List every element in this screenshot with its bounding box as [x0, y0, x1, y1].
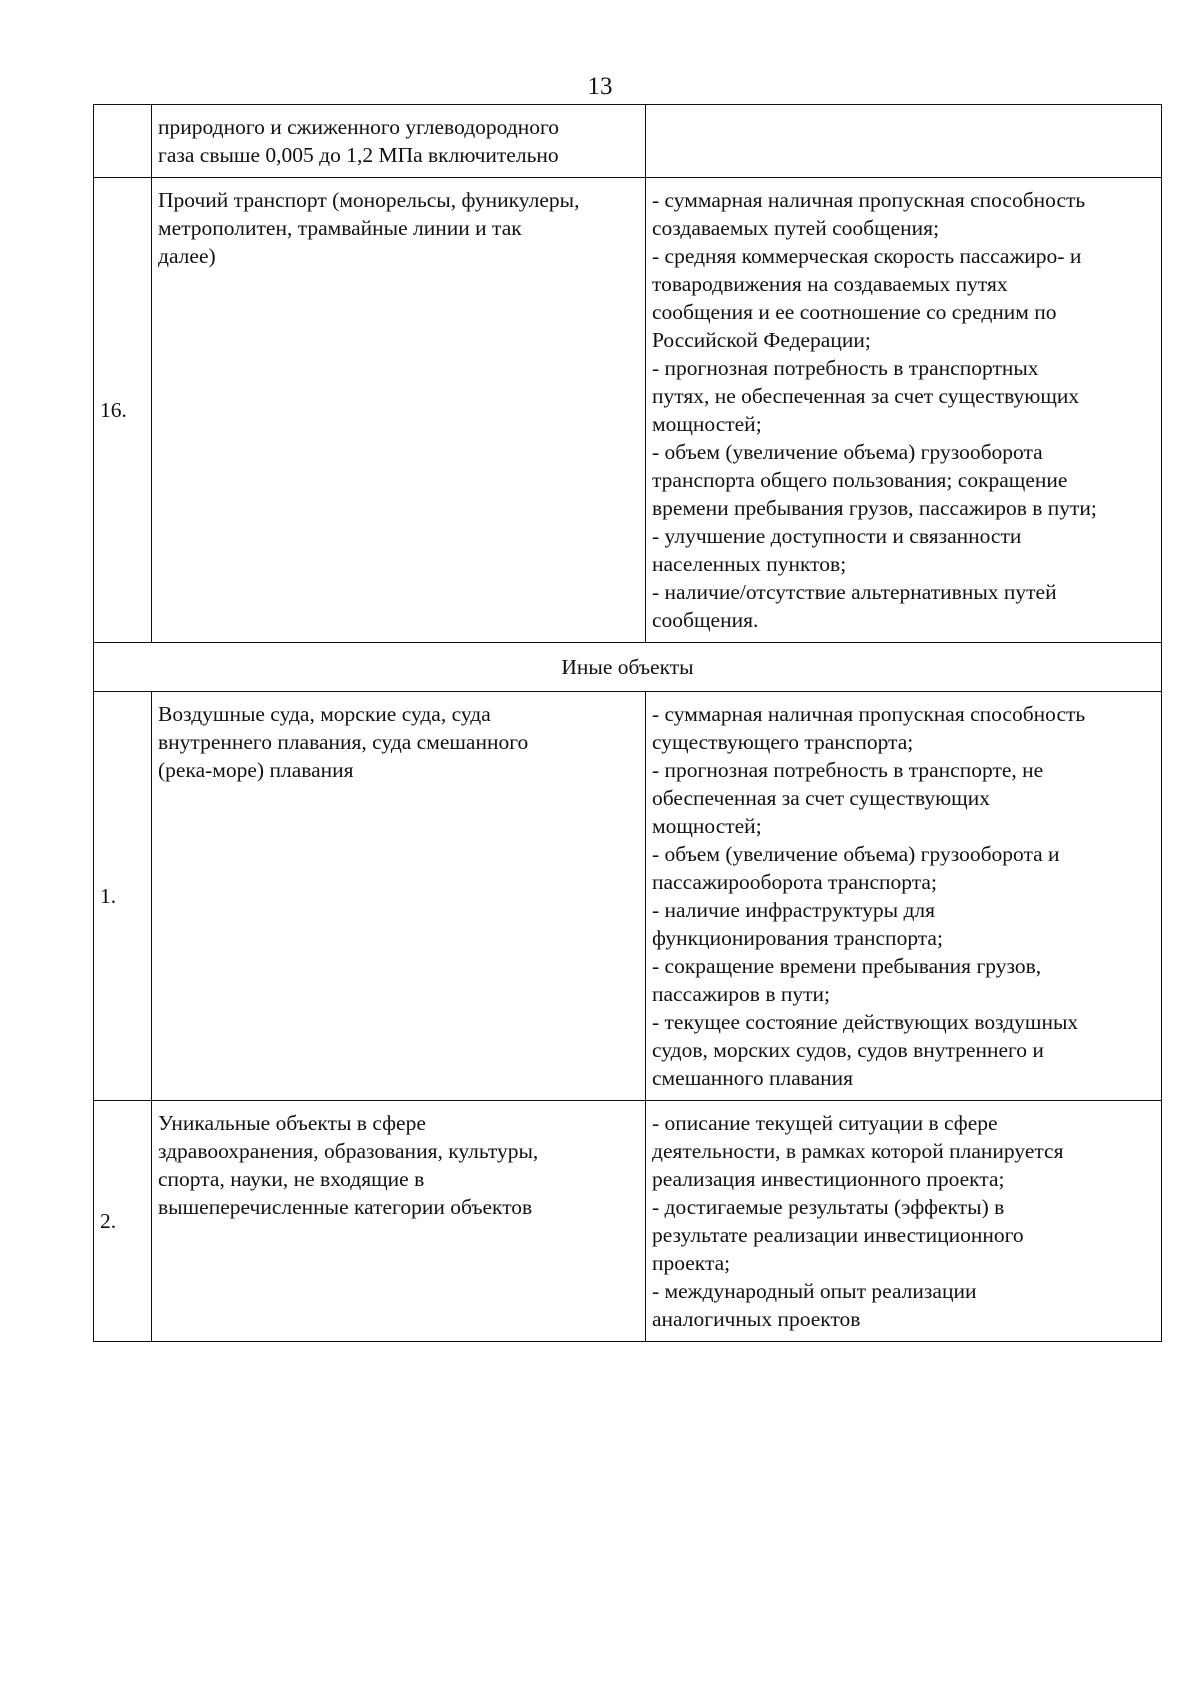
indicators-cell: [646, 105, 1162, 178]
object-name-line: газа свыше 0,005 до 1,2 МПа включительно: [158, 143, 559, 167]
indicator-line: судов, морских судов, судов внутреннего и: [652, 1038, 1044, 1062]
object-name-line: Прочий транспорт (монорельсы, фуникулеры,: [158, 188, 580, 212]
indicator-line: товародвижения на создаваемых путях: [652, 272, 1008, 296]
indicator-line: пассажирооборота транспорта;: [652, 870, 937, 894]
indicator-line: - достигаемые результаты (эффекты) в: [652, 1195, 1005, 1219]
indicator-line: - текущее состояние действующих воздушных: [652, 1010, 1079, 1034]
indicator-line: населенных пунктов;: [652, 552, 847, 576]
indicator-line: - прогнозная потребность в транспорте, не: [652, 758, 1044, 782]
indicator-line: - объем (увеличение объема) грузооборота: [652, 440, 1043, 464]
row-number: 2.: [94, 1101, 152, 1342]
indicator-line: - средняя коммерческая скорость пассажиро- и: [652, 244, 1082, 268]
object-name-line: здравоохранения, образования, культуры,: [158, 1139, 539, 1163]
indicator-line: - прогнозная потребность в транспортных: [652, 356, 1039, 380]
indicator-line: - суммарная наличная пропускная способность: [652, 702, 1086, 726]
object-name-cell: [152, 178, 646, 643]
indicator-line: транспорта общего пользования; сокращение: [652, 468, 1068, 492]
indicator-line: аналогичных проектов: [652, 1307, 861, 1331]
indicator-line: - международный опыт реализации: [652, 1279, 977, 1303]
indicators-cell: [646, 178, 1162, 643]
object-name-line: далее): [158, 244, 216, 268]
table-row: [94, 178, 1162, 643]
indicator-line: пассажиров в пути;: [652, 982, 830, 1006]
object-name-cell: [152, 1101, 646, 1342]
indicator-line: деятельности, в рамках которой планируется: [652, 1139, 1064, 1163]
indicator-line: - наличие/отсутствие альтернативных путей: [652, 580, 1057, 604]
indicators-cell: [646, 692, 1162, 1101]
indicator-line: времени пребывания грузов, пассажиров в пути;: [652, 496, 1097, 520]
indicator-line: реализация инвестиционного проекта;: [652, 1167, 1005, 1191]
indicator-line: - сокращение времени пребывания грузов,: [652, 954, 1042, 978]
indicator-line: - суммарная наличная пропускная способность: [652, 188, 1086, 212]
object-name-cell: [152, 105, 646, 178]
indicator-line: обеспеченная за счет существующих: [652, 786, 990, 810]
page-number: 13: [587, 73, 613, 100]
indicator-line: мощностей;: [652, 814, 762, 838]
object-name-line: метрополитен, трамвайные линии и так: [158, 216, 522, 240]
object-name-line: вышеперечисленные категории объектов: [158, 1195, 533, 1219]
indicator-line: существующего транспорта;: [652, 730, 914, 754]
indicator-line: проекта;: [652, 1251, 731, 1275]
row-number: 1.: [94, 692, 152, 1101]
objects-table: [93, 104, 1162, 1342]
indicator-line: мощностей;: [652, 412, 762, 436]
section-title: Иные объекты: [94, 643, 1162, 692]
section-row: [94, 643, 1162, 692]
indicator-line: сообщения.: [652, 608, 759, 632]
object-name-line: внутреннего плавания, суда смешанного: [158, 730, 529, 754]
indicator-line: сообщения и ее соотношение со средним по: [652, 300, 1057, 324]
indicator-line: - описание текущей ситуации в сфере: [652, 1111, 998, 1135]
object-name-line: Воздушные суда, морские суда, суда: [158, 702, 491, 726]
indicator-line: результате реализации инвестиционного: [652, 1223, 1024, 1247]
indicator-line: смешанного плавания: [652, 1066, 854, 1090]
row-number: [94, 105, 152, 178]
indicator-line: создаваемых путей сообщения;: [652, 216, 940, 240]
indicators-cell: [646, 1101, 1162, 1342]
object-name-cell: [152, 692, 646, 1101]
indicator-line: - улучшение доступности и связанности: [652, 524, 1022, 548]
row-number: 16.: [94, 178, 152, 643]
indicator-line: путях, не обеспеченная за счет существующих: [652, 384, 1080, 408]
object-name-line: природного и сжиженного углеводородного: [158, 115, 559, 139]
object-name-line: спорта, науки, не входящие в: [158, 1167, 425, 1191]
table-row: [94, 1101, 1162, 1342]
indicator-line: функционирования транспорта;: [652, 926, 943, 950]
object-name-line: (река-море) плавания: [158, 758, 354, 782]
table-row: [94, 105, 1162, 178]
object-name-line: Уникальные объекты в сфере: [158, 1111, 426, 1135]
indicator-line: - наличие инфраструктуры для: [652, 898, 936, 922]
table-row: [94, 692, 1162, 1101]
table-body: [94, 105, 1162, 1342]
indicator-line: - объем (увеличение объема) грузооборота и: [652, 842, 1060, 866]
indicator-line: Российской Федерации;: [652, 328, 871, 352]
